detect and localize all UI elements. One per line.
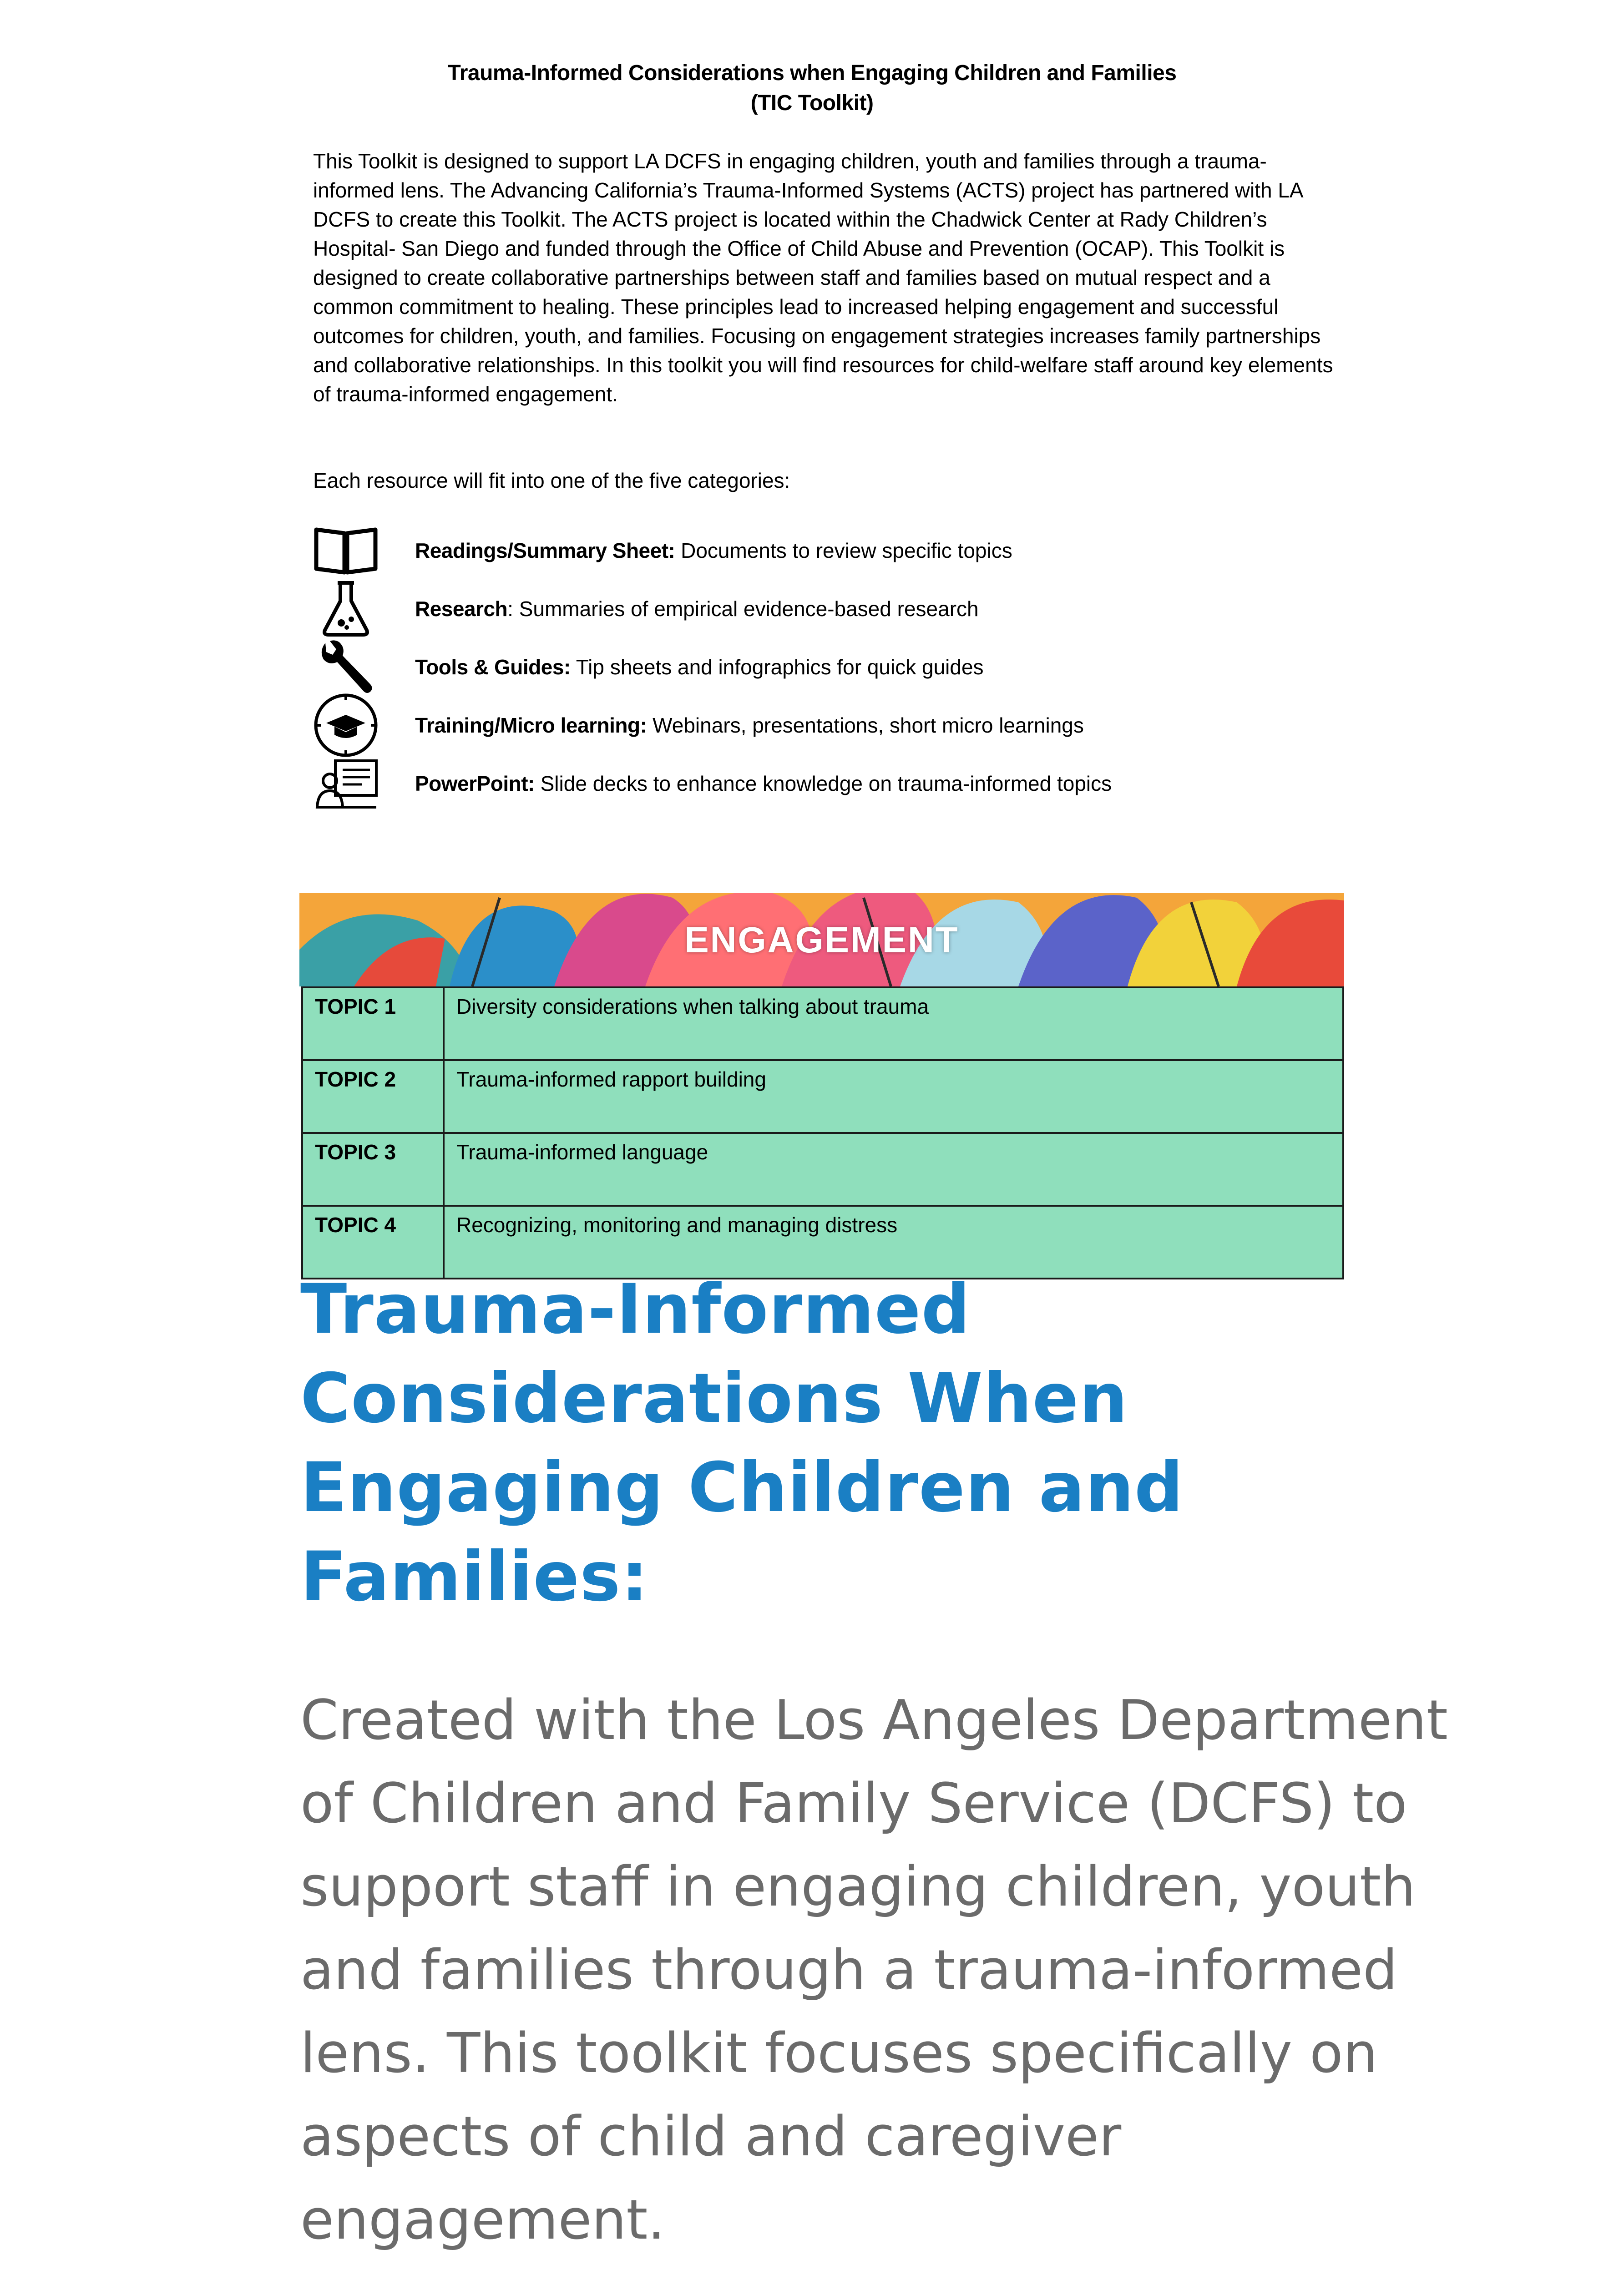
page-heading: Trauma-Informed Considerations When Engaging Children and Families: <box>300 1270 1184 1617</box>
topic-key: TOPIC 2 <box>302 1060 444 1133</box>
intro-paragraph: This Toolkit is designed to support LA DCFS in engaging children, youth and families through a trauma-informed lens. The Advancing California’s Trauma-Informed Systems (ACTS) project has partnered with LA DCFS to create this Toolkit. The ACTS project is located within the Chadwick Center at Rady Children’s Hospital- San Diego and funded through the Office of Child Abuse and Prevention (OCAP). This Toolkit is designed to create collaborative partnerships between staff and families based on mutual respect and a common commitment to healing. These principles lead to increased helping engagement and successful outcomes for children, youth, and families. Focusing on engagement strategies increases family partnerships and collaborative relationships. In this toolkit you will find resources for child-welfare staff around key elements of trauma-informed engagement. <box>313 149 1333 406</box>
engagement-banner <box>299 893 1344 986</box>
page-description: Created with the Los Angeles Department of Children and Family Service (DCFS) to support staff in engaging children, youth and families through a trauma-informed lens. This toolkit focuses specifically on aspects of child and caregiver engagement. <box>300 1689 1448 2252</box>
topic-value: Diversity considerations when talking about trauma <box>444 987 1343 1060</box>
category-desc: Documents to review specific topics <box>675 539 1012 562</box>
category-name: PowerPoint: <box>415 772 535 795</box>
category-desc: Webinars, presentations, short micro learnings <box>647 713 1084 737</box>
presentation-icon <box>309 752 382 815</box>
topic-key: TOPIC 1 <box>302 987 444 1060</box>
table-row <box>302 1060 1343 1133</box>
document-title <box>0 58 1624 118</box>
document-title-line2: (TIC Toolkit) <box>750 91 874 115</box>
topics-table <box>301 986 1344 1279</box>
category-research <box>309 581 1401 636</box>
category-desc: : Summaries of empirical evidence-based research <box>507 597 979 621</box>
category-name: Tools & Guides: <box>415 655 571 679</box>
topic-key: TOPIC 3 <box>302 1133 444 1206</box>
category-training <box>309 698 1401 753</box>
category-powerpoint <box>309 756 1401 811</box>
book-icon <box>309 519 382 582</box>
flask-icon <box>309 577 382 641</box>
category-name: Research <box>415 597 508 621</box>
graduation-cap-icon <box>309 693 382 757</box>
category-desc: Tip sheets and infographics for quick guides <box>570 655 984 679</box>
category-tools <box>309 640 1401 694</box>
table-row <box>302 1133 1343 1206</box>
categories-intro: Each resource will fit into one of the five categories: <box>313 469 790 492</box>
document-title-line1: Trauma-Informed Considerations when Engaging Children and Families <box>447 61 1177 85</box>
table-row <box>302 987 1343 1060</box>
category-name: Readings/Summary Sheet: <box>415 539 675 562</box>
wrench-icon <box>309 635 382 699</box>
category-readings <box>309 523 1401 578</box>
category-desc: Slide decks to enhance knowledge on trauma-informed topics <box>534 772 1112 795</box>
topic-value: Trauma-informed rapport building <box>444 1060 1343 1133</box>
category-name: Training/Micro learning: <box>415 713 647 737</box>
topic-value: Trauma-informed language <box>444 1133 1343 1206</box>
topic-value: Recognizing, monitoring and managing distress <box>444 1206 1343 1279</box>
topic-key: TOPIC 4 <box>302 1206 444 1279</box>
banner-label: ENGAGEMENT <box>684 919 959 960</box>
